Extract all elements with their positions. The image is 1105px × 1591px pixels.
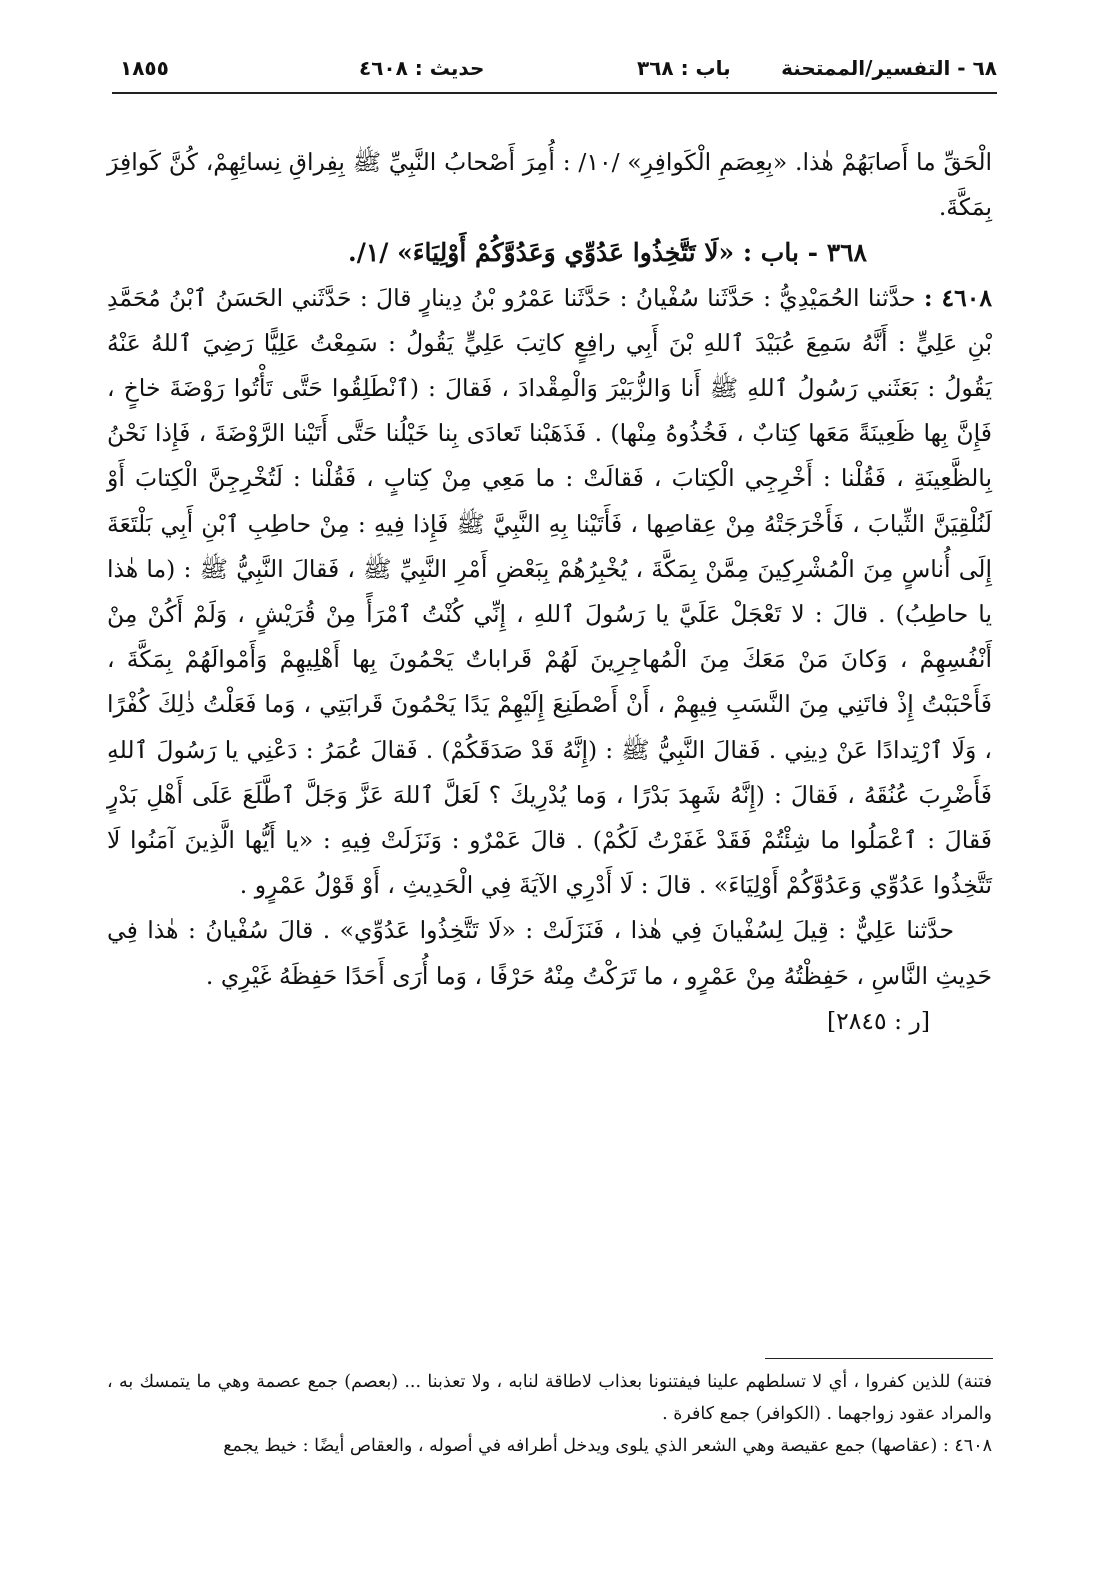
chapter-heading: ٣٦٨ - باب : «لَا تَتَّخِذُوا عَدُوِّي وَعَدُوَّكُمْ أَوْلِيَاءَ» /١/. xyxy=(347,238,867,268)
hadith-text: حدَّثنا الحُمَيْدِيُّ : حَدَّثَنا سُفْيانُ : حَدَّثَنا عَمْرُو بْنُ دِينارٍ قالَ : حَدَّثَني الحَسَنُ ٱبْنُ مُحَمَّدِ بْنِ عَلِيٍّ : أَنَّهُ سَمِعَ عُبَيْدَ ٱللهِ بْنَ أَبِي رافِعٍ كاتِبَ عَلِيٍّ يَقُولُ : سَمِعْتُ عَلِيًّا رَضِيَ ٱللهُ عَنْهُ يَقُولُ : بَعَثَني رَسُولُ ٱللهِ ﷺ أَنا وَالزُّبَيْرَ وَالْمِقْدادَ ، فَقالَ : (ٱنْطَلِقُوا حَتَّى تَأْتُوا رَوْضَةَ خاخٍ ، فَإِنَّ بِها ظَعِينَةً مَعَها كِتابٌ ، فَخُذُوهُ مِنْها) . فَذَهَبْنا تَعادَى بِنا خَيْلُنا حَتَّى أَتَيْنا الرَّوْضَةَ ، فَإِذا نَحْنُ بِالظَّعِينَةِ ، فَقُلْنا : أَخْرِجِي الْكِتابَ ، فَقالَتْ : ما مَعِي مِنْ كِتابٍ ، فَقُلْنا : لَتُخْرِجِنَّ الْكِتابَ أَوْ لَنُلْقِيَنَّ الثِّيابَ ، فَأَخْرَجَتْهُ مِنْ عِقاصِها ، فَأَتَيْنا بِهِ النَّبِيَّ ﷺ فَإِذا فِيهِ : مِنْ حاطِبِ ٱبْنِ أَبِي بَلْتَعَةَ إِلَى أُناسٍ مِنَ الْمُشْرِكِينَ مِمَّنْ بِمَكَّةَ ، يُخْبِرُهُمْ بِبَعْضِ أَمْرِ النَّبِيِّ ﷺ ، فَقالَ النَّبِيُّ ﷺ : (ما هٰذا يا حاطِبُ) . قالَ : لا تَعْجَلْ عَلَيَّ يا رَسُولَ ٱللهِ ، إِنِّي كُنْتُ ٱمْرَأً مِنْ قُرَيْشٍ ، وَلَمْ أَكُنْ مِنْ أَنْفُسِهِمْ ، وَكانَ مَنْ مَعَكَ مِنَ الْمُهاجِرِينَ لَهُمْ قَراباتٌ يَحْمُونَ بِها أَهْلِيهِمْ وَأَمْوالَهُمْ بِمَكَّةَ ، فَأَحْبَبْتُ إِذْ فاتَنِي مِنَ النَّسَبِ فِيهِمْ ، أَنْ أَصْطَنِعَ إِلَيْهِمْ يَدًا يَحْمُونَ قَرابَتِي ، وَما فَعَلْتُ ذٰلِكَ كُفْرًا ، وَلَا ٱرْتِدادًا عَنْ دِينِي . فَقالَ النَّبِيُّ ﷺ : (إِنَّهُ قَدْ صَدَقَكُمْ) . فَقالَ عُمَرُ : دَعْنِي يا رَسُولَ ٱللهِ فَأَضْرِبَ عُنُقَهُ ، فَقالَ : (إِنَّهُ شَهِدَ بَدْرًا ، وَما يُدْرِيكَ ؟ لَعَلَّ ٱللهَ عَزَّ وَجَلَّ ٱطَّلَعَ عَلَى أَهْلِ بَدْرٍ فَقالَ : ٱعْمَلُوا ما شِئْتُمْ فَقَدْ غَفَرْتُ لَكُمْ) . قالَ عَمْرٌو : وَنَزَلَتْ فِيهِ : «يا أَيُّها الَّذِينَ آمَنُوا لَا تَتَّخِذُوا عَدُوِّي وَعَدُوَّكُمْ أَوْلِيَاءَ» . قالَ : لَا أَدْرِي الآيَةَ فِي الْحَدِيثِ ، أَوْ قَوْلُ عَمْرٍو . xyxy=(107,283,992,900)
hadith-paragraph xyxy=(107,276,992,909)
cross-reference: [ر : ٢٨٤٥] xyxy=(827,1006,931,1035)
reference-line xyxy=(107,999,992,1044)
second-narration: حدَّثنا عَلِيٌّ : قِيلَ لِسُفْيانَ فِي هٰذا ، فَنَزَلَتْ : «لَا تَتَّخِذُوا عَدُوِّي» . قالَ سُفْيانُ : هٰذا فِي حَدِيثِ النَّاسِ ، حَفِظْتُهُ مِنْ عَمْرٍو ، ما تَرَكْتُ مِنْهُ حَرْفًا ، وَما أُرَى أَحَدًا حَفِظَهُ غَيْرِي . xyxy=(107,916,992,990)
previous-chapter-text: الْحَقِّ ما أَصابَهُمْ هٰذا. «بِعِصَمِ الْكَوافِرِ» /١٠/ : أُمِرَ أَصْحابُ النَّبِيِّ ﷺ بِفِراقِ نِسائِهِمْ، كُنَّ كَوافِرَ بِمَكَّةَ. xyxy=(107,148,993,222)
footnote: ٤٦٠٨ : (عقاصها) جمع عقيصة وهي الشعر الذي يلوى ويدخل أطرافه في أصوله ، والعقاص أيضًا : خيط يجمع xyxy=(223,1436,992,1456)
main-text xyxy=(107,140,992,1044)
footnotes xyxy=(107,1366,992,1462)
footnote: فتنة) للذين كفروا ، أي لا تسلطهم علينا فيفتنونا بعذاب لاطاقة لنابه ، ولا تعذبنا ... (بعصم) جمع عصمة وهي ما يتمسك به ، والمراد عقود زواجهما . (الكوافر) جمع كافرة . xyxy=(107,1372,992,1424)
hadith-number: ٤٦٠٨ : xyxy=(923,283,992,312)
page-number: ١٨٥٥ xyxy=(120,56,169,80)
header-section-title: ٦٨ - التفسير/الممتحنة xyxy=(781,56,997,80)
header-hadith-number: حديث : ٤٦٠٨ xyxy=(359,56,485,80)
footnote-divider xyxy=(765,1358,993,1359)
running-header xyxy=(112,50,997,94)
header-chapter-number: باب : ٣٦٨ xyxy=(637,56,731,80)
